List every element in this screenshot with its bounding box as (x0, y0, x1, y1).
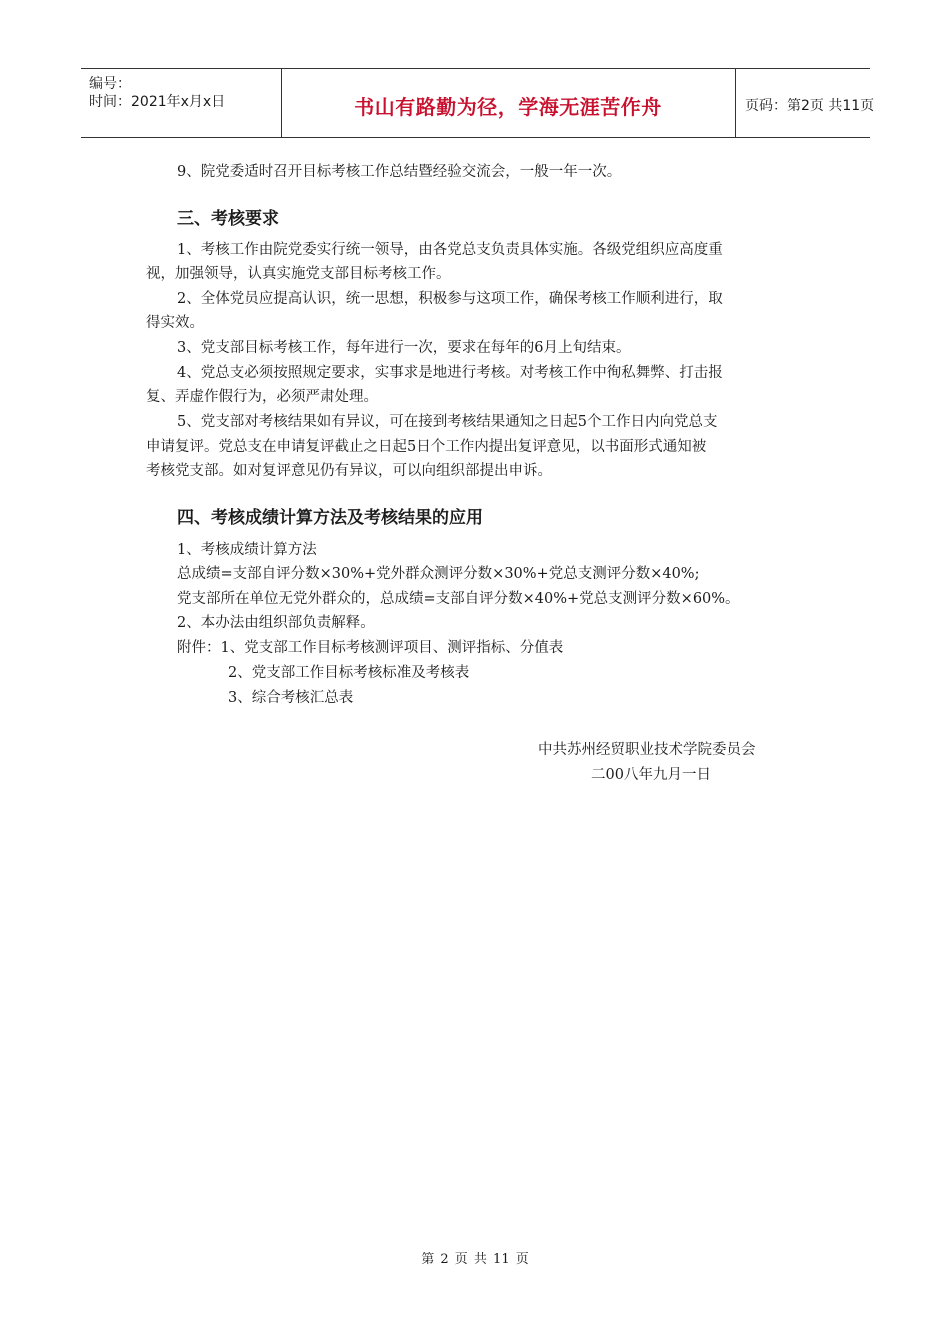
header-table (81, 68, 875, 138)
item-9: 9、院党委适时召开目标考核工作总结暨经验交流会，一般一年一次。 (177, 164, 622, 180)
signature-date: 二00八年九月一日 (591, 767, 711, 783)
s3-paragraph-5-line-1: 5、党支部对考核结果如有异议，可在接到考核结果通知之日起5个工作日内向党总支 (177, 414, 718, 430)
s3-paragraph-1-line-2: 视，加强领导，认真实施党支部目标考核工作。 (146, 266, 451, 282)
s4-paragraph-1: 1、考核成绩计算方法 (177, 542, 317, 558)
attachment-3: 3、综合考核汇总表 (228, 690, 354, 706)
page-info: 页码：第2页 共11页 (745, 98, 875, 114)
s3-paragraph-4-line-2: 复、弄虚作假行为，必须严肃处理。 (146, 389, 378, 405)
s3-paragraph-1-line-1: 1、考核工作由院党委实行统一领导，由各党总支负责具体实施。各级党组织应高度重 (177, 242, 723, 258)
page-footer: 第 2 页 共 11 页 (421, 1252, 529, 1267)
s3-paragraph-2-line-2: 得实效。 (146, 315, 204, 331)
s4-formula-2: 党支部所在单位无党外群众的，总成绩=支部自评分数×40%+党总支测评分数×60%。 (177, 591, 740, 607)
header-meta-cell (81, 69, 282, 137)
signature-organization: 中共苏州经贸职业技术学院委员会 (538, 742, 756, 758)
s4-formula-1: 总成绩=支部自评分数×30%+党外群众测评分数×30%+党总支测评分数×40%; (177, 566, 700, 582)
motto-text: 书山有路勤为径，学海无涯苦作舟 (354, 95, 662, 119)
doc-number-label: 编号： (89, 76, 131, 92)
s3-paragraph-3: 3、党支部目标考核工作，每年进行一次，要求在每年的6月上旬结束。 (177, 340, 631, 356)
s3-paragraph-5-line-3: 考核党支部。如对复评意见仍有异议，可以向组织部提出申诉。 (146, 463, 552, 479)
header-page-cell (735, 69, 875, 137)
s3-paragraph-5-line-2: 申请复评。党总支在申请复评截止之日起5日个工作内提出复评意见，以书面形式通知被 (146, 439, 707, 455)
doc-time-label: 时间：2021年x月x日 (89, 94, 226, 110)
s3-paragraph-2-line-1: 2、全体党员应提高认识，统一思想，积极参与这项工作，确保考核工作顺利进行，取 (177, 291, 723, 307)
header-motto-cell (281, 69, 736, 137)
s3-paragraph-4-line-1: 4、党总支必须按照规定要求，实事求是地进行考核。对考核工作中徇私舞弊、打击报 (177, 365, 723, 381)
s4-paragraph-2: 2、本办法由组织部负责解释。 (177, 615, 375, 631)
section-3-title: 三、考核要求 (177, 209, 279, 229)
attachment-1: 附件：1、党支部工作目标考核测评项目、测评指标、分值表 (177, 640, 564, 656)
attachment-2: 2、党支部工作目标考核标准及考核表 (228, 665, 470, 681)
section-4-title: 四、考核成绩计算方法及考核结果的应用 (177, 508, 483, 528)
